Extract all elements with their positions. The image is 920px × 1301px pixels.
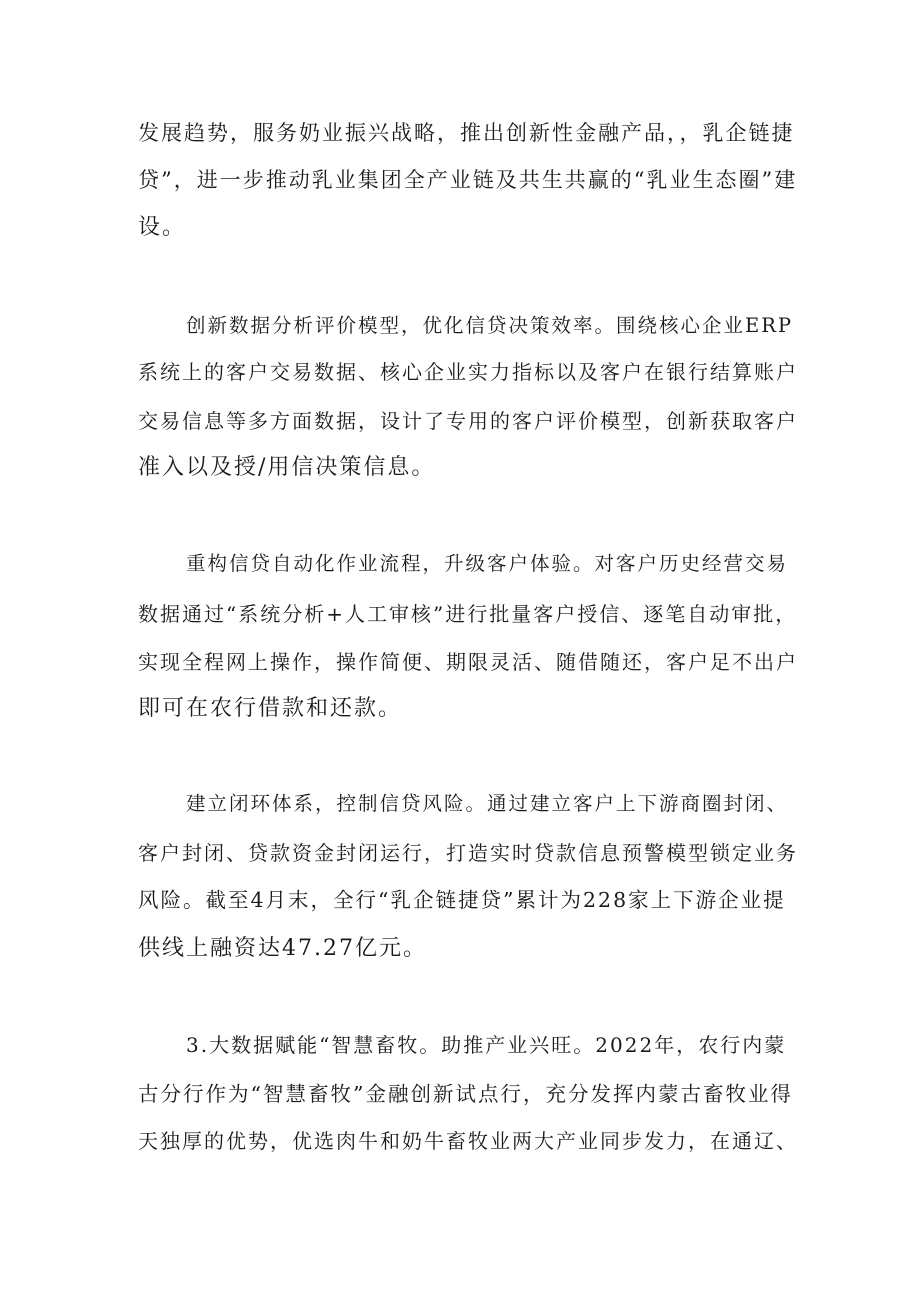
paragraph-line: 天独厚的优势，优选肉牛和奶牛畜牧业两大产业同步发力，在通辽、 [138, 1129, 798, 1153]
paragraph-line: 风险。截至4月末，全行“乳企链捷贷”累计为228家上下游企业提 [138, 888, 786, 912]
paragraph-line: 准入以及授/用信决策信息。 [138, 455, 436, 480]
paragraph-line: 系统上的客户交易数据、核心企业实力指标以及客户在银行结算账户 [138, 360, 798, 384]
paragraph-line: 贷”，进一步推动乳业集团全产业链及共生共赢的“乳业生态圈”建 [138, 168, 798, 192]
paragraph-line: 发展趋势，服务奶业振兴战略，推出创新性金融产品，，乳企链捷 [138, 121, 795, 145]
paragraph-line: 数据通过“系统分析+人工审核”进行批量客户授信、逐笔自动审批， [138, 602, 798, 626]
paragraph-line: 供线上融资达47.27亿元。 [138, 936, 427, 961]
paragraph-line: 创新数据分析评价模型，优化信贷决策效率。围绕核心企业ERP [186, 314, 794, 337]
paragraph-line: 交易信息等多方面数据，设计了专用的客户评价模型，创新获取客户 [138, 409, 798, 433]
paragraph-line: 实现全程网上操作，操作简便、期限灵活、随借随还，客户足不出户 [138, 650, 798, 674]
paragraph-line: 客户封闭、贷款资金封闭运行，打造实时贷款信息预警模型锁定业务 [138, 841, 798, 865]
paragraph-line: 重构信贷自动化作业流程，升级客户体验。对客户历史经营交易 [186, 552, 789, 575]
paragraph-line: 建立闭环体系，控制信贷风险。通过建立客户上下游商圈封闭、 [186, 792, 789, 815]
paragraph-line: 设。 [138, 215, 187, 240]
paragraph-line: 即可在农行借款和还款。 [138, 696, 403, 721]
paragraph-line: 古分行作为“智慧畜牧”金融创新试点行，充分发挥内蒙古畜牧业得 [138, 1082, 793, 1106]
paragraph-line: 3.大数据赋能“智慧畜牧。助推产业兴旺。2022年，农行内蒙 [186, 1033, 787, 1057]
